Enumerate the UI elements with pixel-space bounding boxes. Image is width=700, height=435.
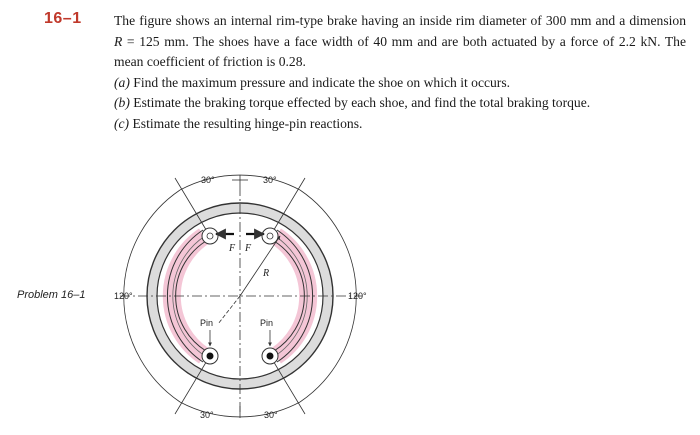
part-c-text: Estimate the resulting hinge-pin reactions.	[132, 115, 363, 131]
part-a	[114, 73, 686, 94]
statement-variable: R	[114, 33, 123, 49]
top-right-angle-label: 30°	[263, 175, 277, 185]
brake-diagram	[100, 168, 400, 430]
statement-prefix: The figure shows an internal rim-type brake having an inside rim diameter of 300 mm and a dimension	[114, 13, 686, 28]
problem-number: 16–1	[44, 10, 82, 27]
part-b-label: (b)	[114, 95, 130, 110]
part-a-label: (a)	[114, 74, 130, 90]
left-force-label: F	[229, 243, 236, 254]
bottom-left-angle-label: 30°	[200, 410, 214, 420]
statement-paragraph	[114, 11, 686, 73]
brake-figure	[100, 168, 400, 435]
right-force-label: F	[245, 243, 252, 254]
left-pin-label: Pin	[200, 318, 214, 328]
problem-statement	[114, 11, 686, 134]
right-angle-label: 120°	[348, 291, 367, 301]
bottom-right-angle-label: 30°	[264, 410, 278, 420]
top-left-angle-label: 30°	[201, 175, 215, 185]
part-c-label: (c)	[114, 115, 130, 131]
right-actuator-circle	[262, 228, 278, 244]
right-pin-dot	[267, 353, 274, 360]
figure-caption: Problem 16–1	[17, 289, 86, 301]
left-pin-dot	[207, 353, 214, 360]
left-angle-label: 120°	[114, 291, 133, 301]
part-a-text: Find the maximum pressure and indicate the shoe on which it occurs.	[133, 74, 511, 90]
part-c	[114, 114, 686, 135]
statement-rest: = 125 mm. The shoes have a face width of 40 mm and are both actuated by a force of 2.2 kN. The mean coefficient of friction is 0.28.	[114, 33, 686, 69]
radius-label: R	[263, 268, 270, 279]
part-b-text: Estimate the braking torque effected by each shoe, and find the total braking torque.	[133, 95, 591, 110]
right-pin-label: Pin	[260, 318, 274, 328]
part-b	[114, 93, 686, 114]
left-actuator-circle	[202, 228, 218, 244]
